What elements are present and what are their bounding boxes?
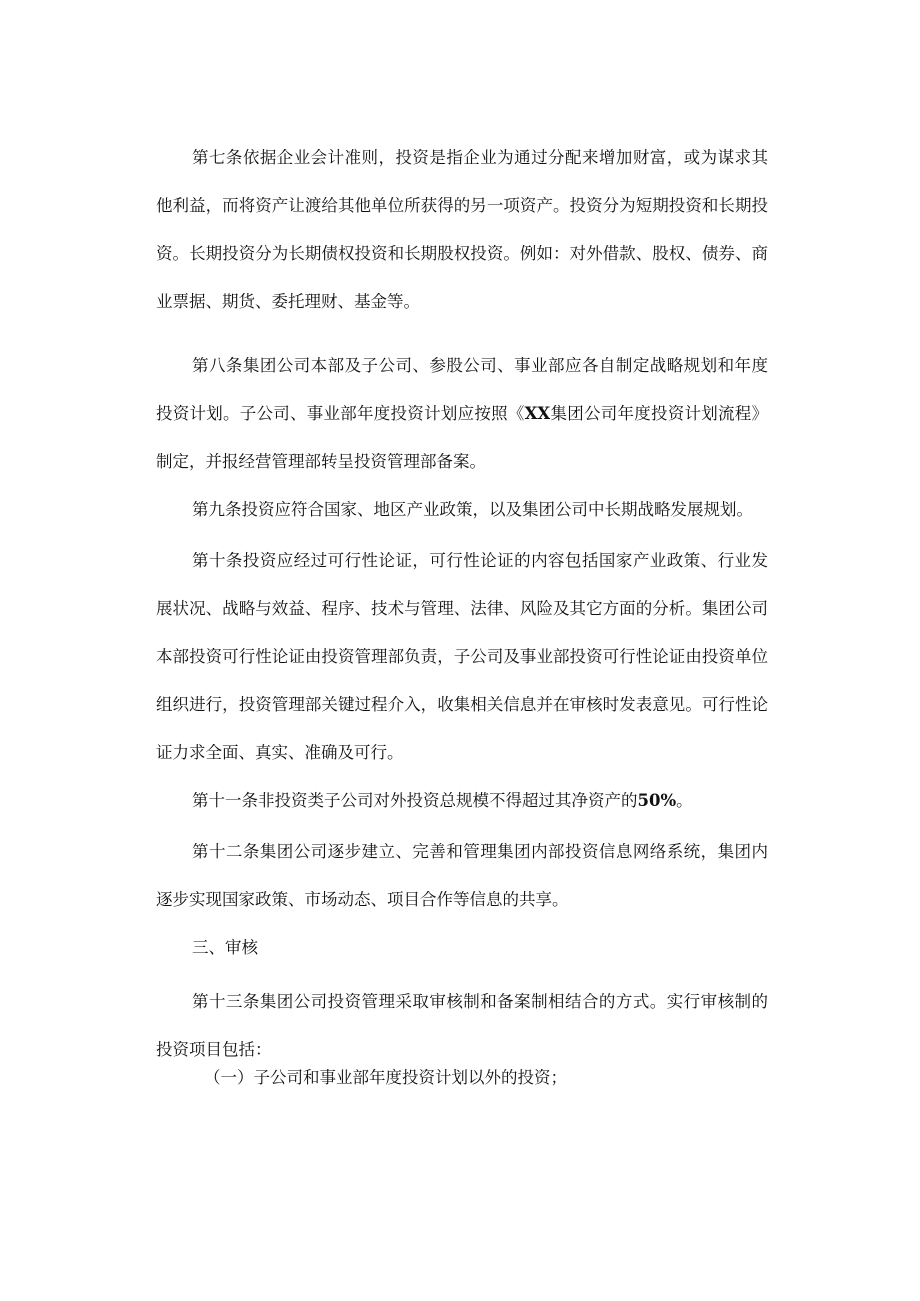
article-8-xx: XX <box>524 404 551 423</box>
article-11-percent: 50% <box>637 791 677 810</box>
article-10: 第十条投资应经过可行性论证，可行性论证的内容包括国家产业政策、行业发展状况、战略与效益、程序、技术与管理、法律、风险及其它方面的分析。集团公司本部投资可行性论证由投资管理部负责，子公司及事业部投资可行性论证由投资单位组织进行，投资管理部关键过程介入，收集相关信息并在审核时发表意见。可行性论证力求全面、真实、准确及可行。 <box>156 551 768 762</box>
article-11-text-a: 第十一条非投资类子公司对外投资总规模不得超过其净资产的 <box>192 791 638 810</box>
list-item-1: （一）子公司和事业部年度投资计划以外的投资； <box>204 1068 567 1087</box>
article-13: 第十三条集团公司投资管理采取审核制和备案制相结合的方式。实行审核制的投资项目包括： <box>156 992 768 1059</box>
article-8-text-b: 集团公司年度投资计划流程》制定，并报经营管理部转呈投资管理部备案。 <box>156 404 769 471</box>
article-11 <box>156 777 768 825</box>
section-heading-review: 三、审核 <box>192 938 258 957</box>
article-12: 第十二条集团公司逐步建立、完善和管理集团内部投资信息网络系统，集团内逐步实现国家政策、市场动态、项目合作等信息的共享。 <box>156 842 768 909</box>
article-11-text-b: 。 <box>676 791 693 810</box>
article-8 <box>156 342 768 486</box>
article-7: 第七条依据企业会计准则，投资是指企业为通过分配来增加财富，或为谋求其他利益，而将资产让渡给其他单位所获得的另一项资产。投资分为短期投资和长期投资。长期投资分为长期债权投资和长期股权投资。例如：对外借款、股权、债券、商业票据、期货、委托理财、基金等。 <box>156 148 768 311</box>
article-8-text-a: 第八条集团公司本部及子公司、参股公司、事业部应各自制定战略规划和年度投资计划。子公司、事业部年度投资计划应按照《 <box>156 356 768 423</box>
article-9: 第九条投资应符合国家、地区产业政策，以及集团公司中长期战略发展规划。 <box>192 500 753 519</box>
